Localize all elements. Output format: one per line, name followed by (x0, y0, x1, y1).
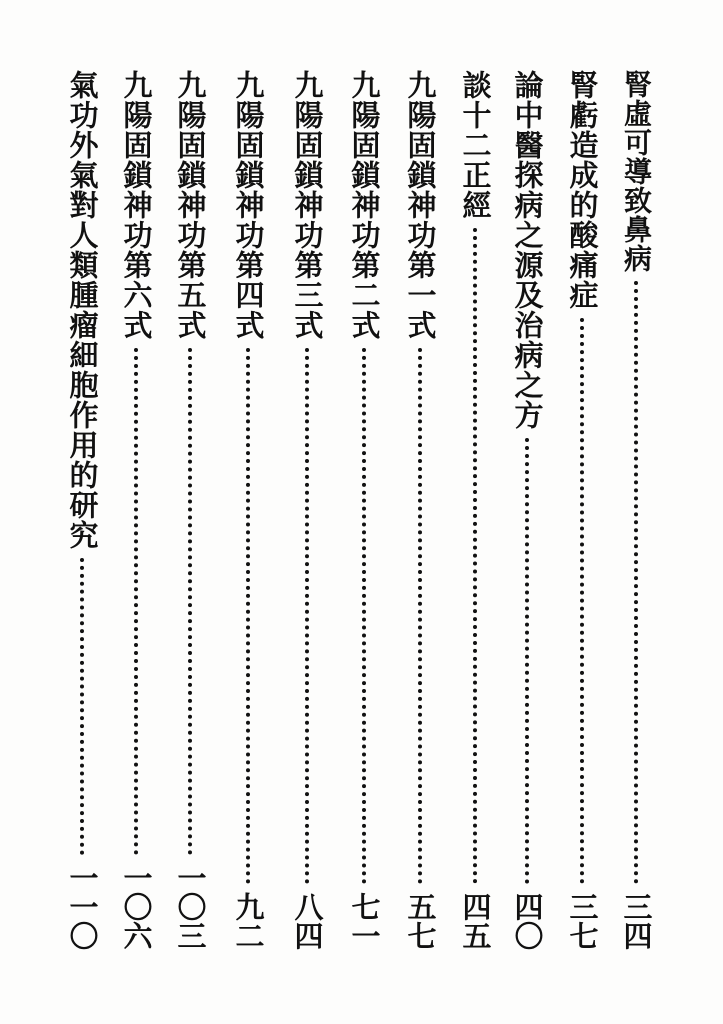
dot-leader (80, 558, 84, 855)
toc-entry (114, 70, 158, 950)
dot-leader (473, 228, 477, 884)
dot-leader (634, 281, 638, 884)
toc-entry (285, 70, 329, 950)
toc-entry-title: 九陽固鎖神功第一式 (403, 70, 438, 340)
toc-entry-title: 九陽固鎖神功第三式 (290, 70, 325, 340)
toc-entry (60, 70, 104, 950)
toc-entry (342, 70, 386, 950)
toc-entry-title: 九陽固鎖神功第六式 (119, 70, 154, 340)
toc-entry-page: 五七 (403, 892, 438, 950)
toc-entry-page: 一〇三 (173, 863, 208, 950)
toc-entry (505, 70, 549, 950)
toc-entry (560, 70, 604, 950)
toc-entry (226, 70, 270, 950)
toc-entry (398, 70, 442, 950)
dot-leader (134, 348, 138, 855)
dot-leader (246, 348, 250, 884)
toc-entry-page: 七一 (347, 892, 382, 950)
toc-entry-page: 八四 (290, 892, 325, 950)
dot-leader (418, 348, 422, 884)
toc-entry (614, 70, 658, 950)
toc-entry-page: 四〇 (510, 892, 545, 950)
toc-entry-title: 談十二正經 (458, 70, 493, 220)
toc-entry-page: 九二 (231, 892, 266, 950)
toc-entry-page: 一〇六 (119, 863, 154, 950)
dot-leader (305, 348, 309, 884)
toc-entry-title: 九陽固鎖神功第二式 (347, 70, 382, 340)
dot-leader (362, 348, 366, 884)
toc-entry (168, 70, 212, 950)
dot-leader (580, 318, 584, 884)
toc-entry-page: 三七 (565, 892, 600, 950)
toc-entry-title: 論中醫探病之源及治病之方 (510, 70, 545, 430)
toc-entry-page: 四五 (458, 892, 493, 950)
toc-entry-title: 氣功外氣對人類腫瘤細胞作用的研究 (65, 70, 100, 550)
toc-entry-page: 三四 (619, 892, 654, 950)
toc-entry-page: 一一〇 (65, 863, 100, 950)
toc-entry-title: 九陽固鎖神功第五式 (173, 70, 208, 340)
toc-entry-title: 腎虧造成的酸痛症 (565, 70, 600, 310)
dot-leader (188, 348, 192, 855)
toc-entry (453, 70, 497, 950)
dot-leader (525, 438, 529, 884)
toc-entry-title: 九陽固鎖神功第四式 (231, 70, 266, 340)
toc-entry-title: 腎虛可導致鼻病 (620, 70, 653, 273)
